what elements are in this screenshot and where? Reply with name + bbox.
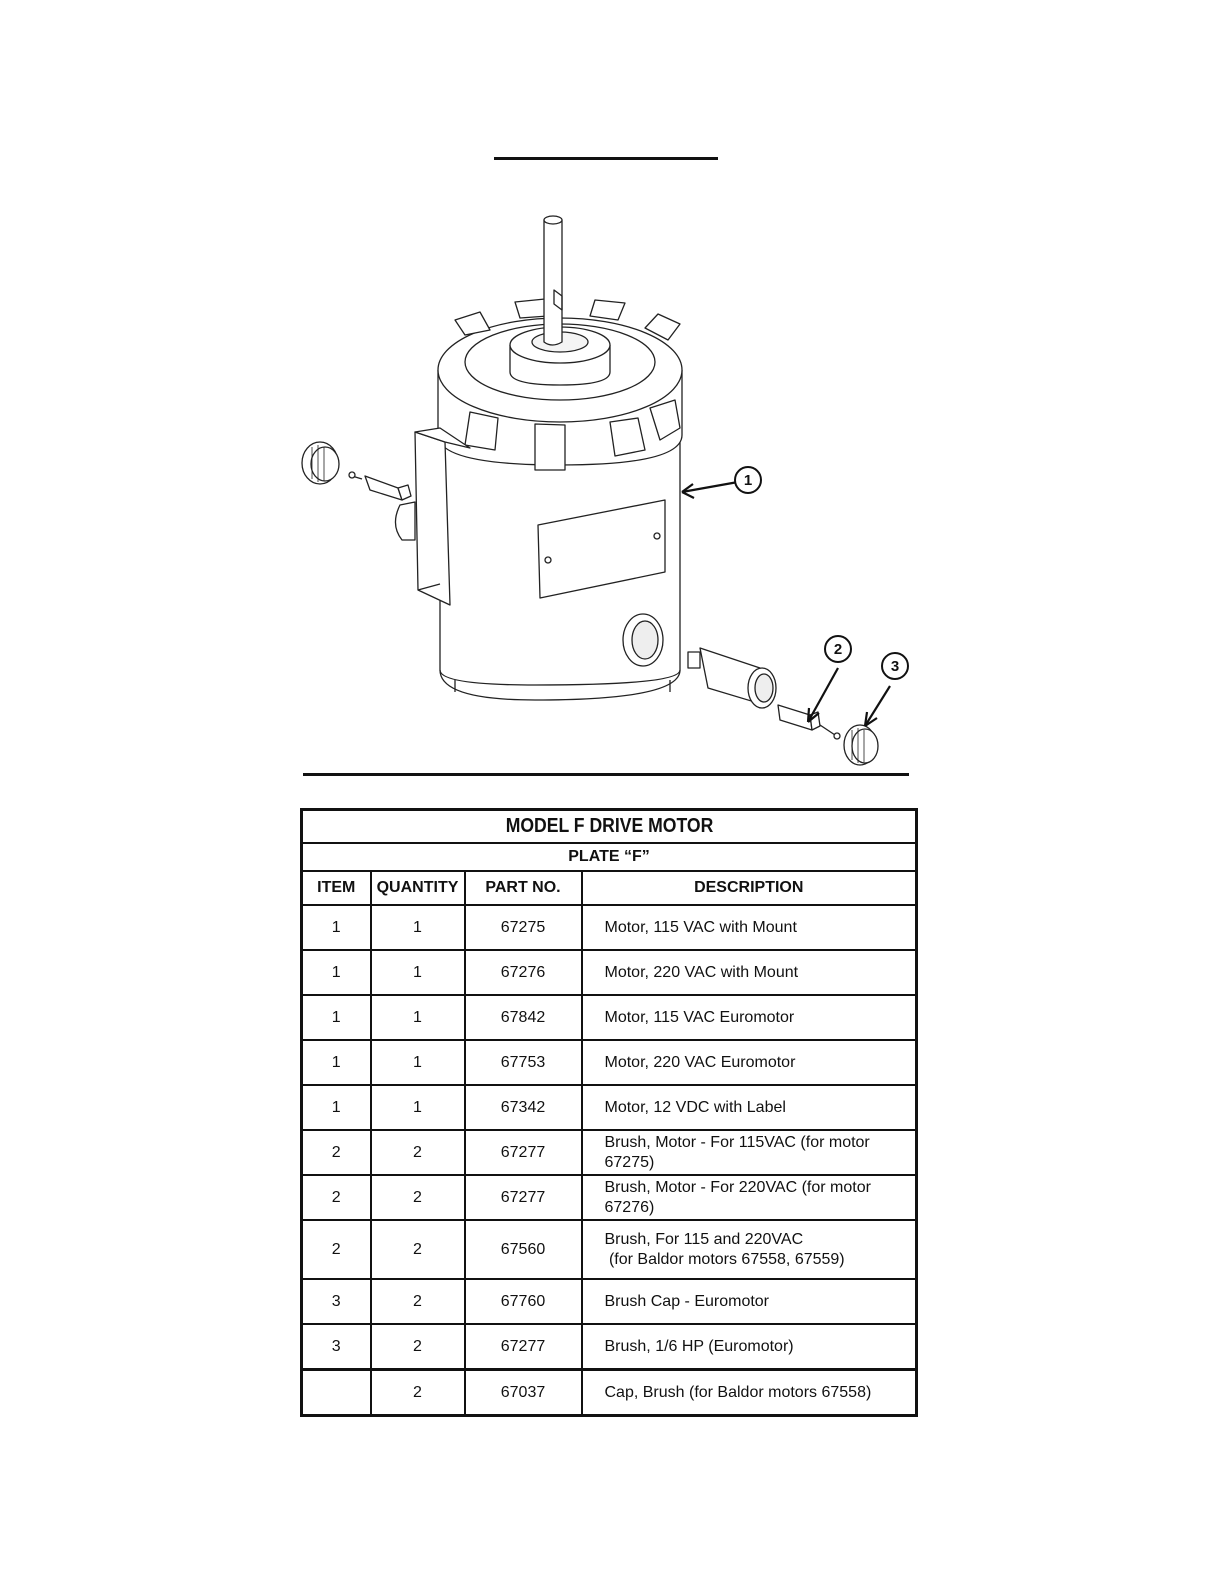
- cell-part-no: 67760: [465, 1279, 582, 1324]
- cell-part-no: 67275: [465, 905, 582, 950]
- cell-quantity: 1: [371, 1040, 465, 1085]
- callout-1-label: 1: [743, 472, 753, 489]
- table-title-row: [302, 810, 917, 844]
- cell-part-no: 67342: [465, 1085, 582, 1130]
- cell-part-no: 67560: [465, 1220, 582, 1279]
- header-item: ITEM: [302, 871, 371, 905]
- description-line: Brush, 1/6 HP (Euromotor): [604, 1337, 794, 1355]
- cell-description: [582, 1279, 917, 1324]
- cell-item: 1: [302, 1085, 371, 1130]
- description-line: Motor, 220 VAC with Mount: [604, 963, 799, 981]
- header-quantity: QUANTITY: [371, 871, 465, 905]
- cell-item: [302, 1370, 371, 1416]
- cell-part-no: 67842: [465, 995, 582, 1040]
- cell-quantity: 2: [371, 1279, 465, 1324]
- cell-quantity: 2: [371, 1130, 465, 1175]
- description-line-2: (for Baldor motors 67558, 67559): [604, 1250, 845, 1268]
- table-plate-row: [302, 843, 917, 871]
- brush-holder: [688, 648, 776, 708]
- cell-description: [582, 1370, 917, 1416]
- cell-description: [582, 1085, 917, 1130]
- cell-description: [582, 1130, 917, 1175]
- table-row: [302, 950, 917, 995]
- cell-item: 1: [302, 950, 371, 995]
- parts-table: [300, 808, 918, 1417]
- header-part-no: PART NO.: [465, 871, 582, 905]
- table-row: [302, 1370, 917, 1416]
- cell-item: 2: [302, 1175, 371, 1220]
- cell-item: 1: [302, 905, 371, 950]
- cell-quantity: 1: [371, 950, 465, 995]
- cell-item: 3: [302, 1324, 371, 1370]
- cell-item: 1: [302, 1040, 371, 1085]
- cell-description: [582, 1040, 917, 1085]
- description-line: Motor, 12 VDC with Label: [604, 1098, 786, 1116]
- description-line: Brush, Motor - For 115VAC (for motor 67275): [604, 1133, 870, 1171]
- cell-description: [582, 995, 917, 1040]
- table-row: [302, 1130, 917, 1175]
- callout-3-label: 3: [890, 658, 900, 675]
- section-divider: [303, 773, 909, 776]
- description-line: Brush, For 115 and 220VAC: [604, 1230, 804, 1248]
- table-row: [302, 905, 917, 950]
- table-row: [302, 1085, 917, 1130]
- cell-description: [582, 905, 917, 950]
- cell-part-no: 67277: [465, 1175, 582, 1220]
- cell-quantity: 2: [371, 1175, 465, 1220]
- left-brush-assembly: [302, 442, 411, 500]
- cell-item: 2: [302, 1130, 371, 1175]
- cell-quantity: 1: [371, 1085, 465, 1130]
- description-line: Cap, Brush (for Baldor motors 67558): [604, 1383, 872, 1401]
- cell-description: [582, 950, 917, 995]
- table-body: [302, 905, 917, 1416]
- brush-cap: [844, 725, 878, 765]
- table-header-row: [302, 871, 917, 905]
- cell-item: 3: [302, 1279, 371, 1324]
- motor-exploded-diagram: [290, 200, 930, 780]
- top-rule: [494, 157, 718, 160]
- cell-description: [582, 1175, 917, 1220]
- table-title: MODEL F DRIVE MOTOR: [338, 810, 879, 844]
- description-line: Motor, 220 VAC Euromotor: [604, 1053, 796, 1071]
- description-line: Brush, Motor - For 220VAC (for motor 67276): [604, 1178, 871, 1216]
- table-row: [302, 1175, 917, 1220]
- cell-part-no: 67277: [465, 1130, 582, 1175]
- cell-part-no: 67037: [465, 1370, 582, 1416]
- table-row: [302, 1040, 917, 1085]
- description-line: Motor, 115 VAC Euromotor: [604, 1008, 795, 1026]
- header-description: DESCRIPTION: [582, 871, 917, 905]
- cell-quantity: 1: [371, 995, 465, 1040]
- cell-part-no: 67277: [465, 1324, 582, 1370]
- cell-part-no: 67753: [465, 1040, 582, 1085]
- table-row: [302, 995, 917, 1040]
- cell-quantity: 2: [371, 1324, 465, 1370]
- cell-description: [582, 1324, 917, 1370]
- table-row: [302, 1220, 917, 1279]
- table-row: [302, 1324, 917, 1370]
- cell-quantity: 1: [371, 905, 465, 950]
- cell-part-no: 67276: [465, 950, 582, 995]
- cell-quantity: 2: [371, 1370, 465, 1416]
- table-row: [302, 1279, 917, 1324]
- cell-quantity: 2: [371, 1220, 465, 1279]
- table-plate: PLATE “F”: [302, 843, 917, 871]
- cell-item: 1: [302, 995, 371, 1040]
- cell-description: [582, 1220, 917, 1279]
- callout-2-label: 2: [833, 641, 843, 658]
- description-line: Motor, 115 VAC with Mount: [604, 918, 797, 936]
- motor-body: [395, 216, 682, 700]
- description-line: Brush Cap - Euromotor: [604, 1292, 770, 1310]
- cell-item: 2: [302, 1220, 371, 1279]
